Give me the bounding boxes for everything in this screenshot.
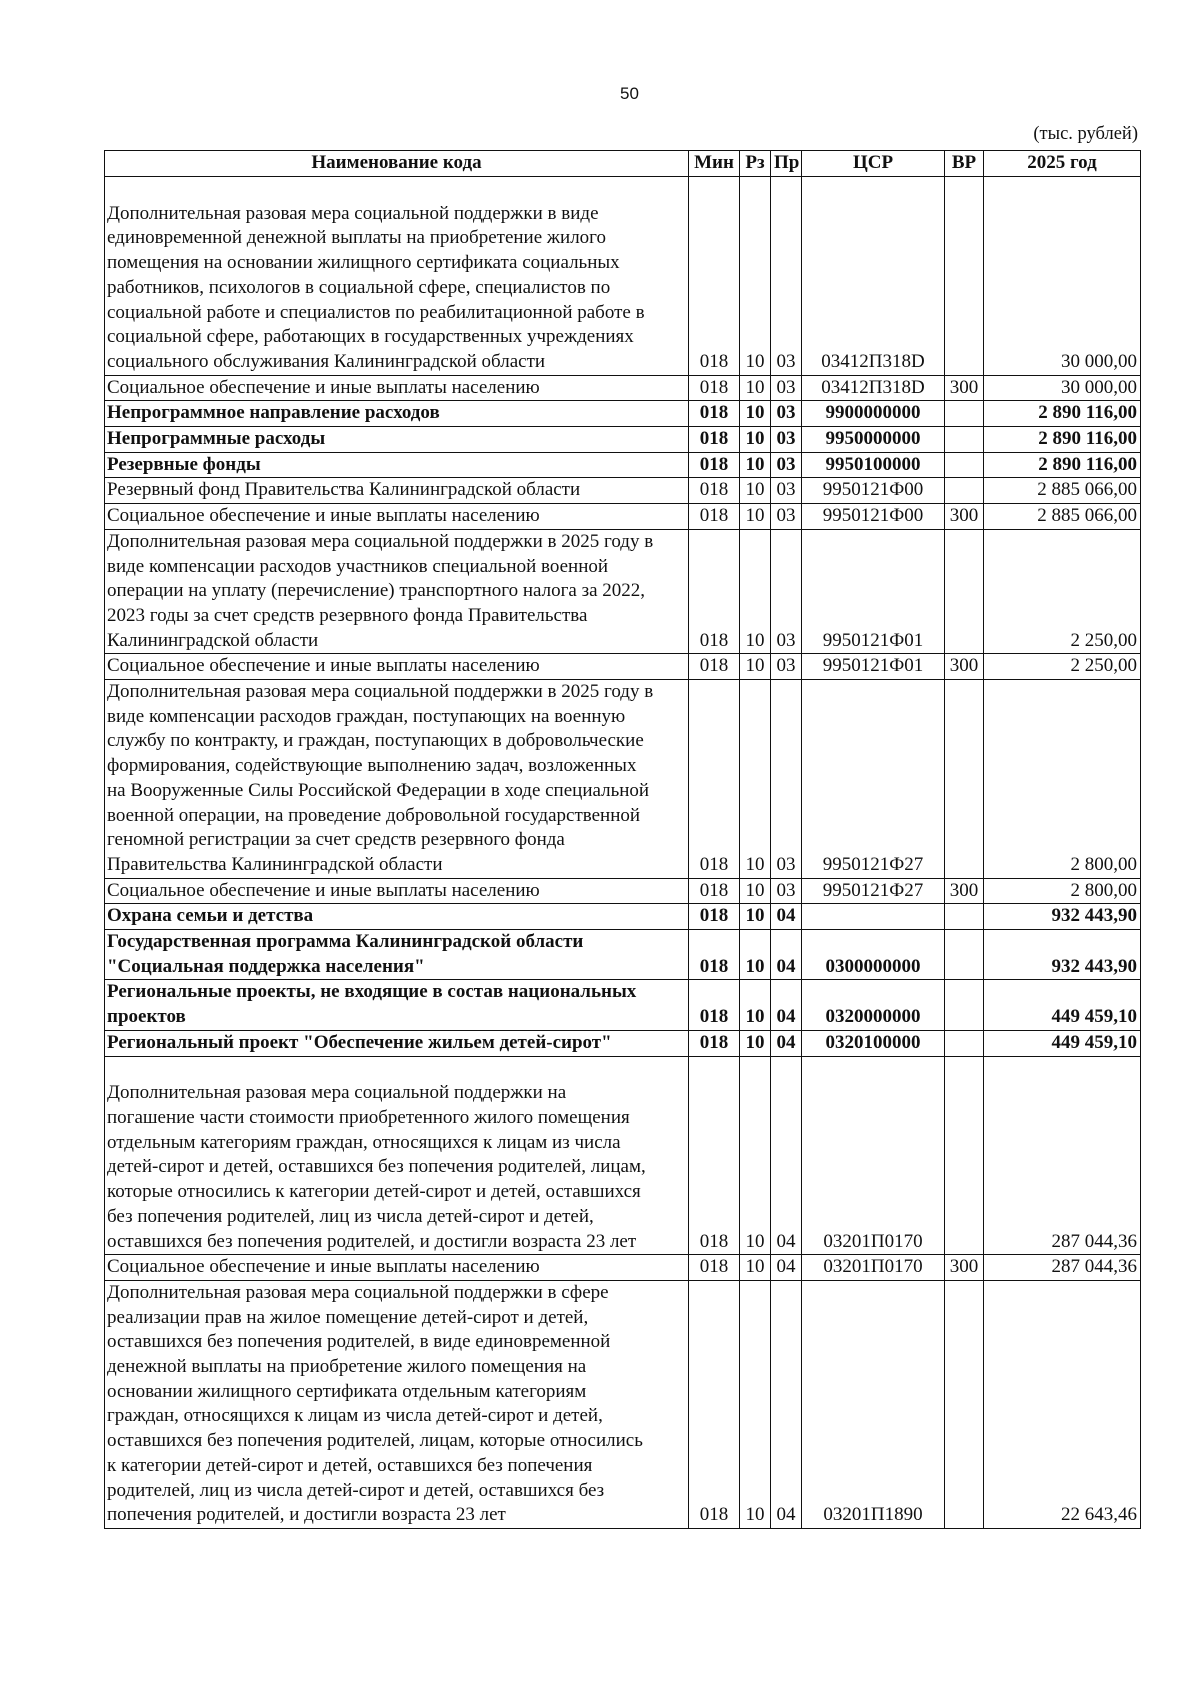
table-row: [105, 654, 1141, 680]
cell-name: Региональный проект "Обеспечение жильем детей-сирот": [105, 1030, 689, 1056]
cell-amount: 30 000,00: [984, 375, 1141, 401]
cell-min: 018: [689, 401, 740, 427]
cell-csr: 9950121Ф01: [802, 529, 945, 654]
cell-name: Резервные фонды: [105, 452, 689, 478]
cell-name: Социальное обеспечение и иные выплаты населению: [105, 878, 689, 904]
cell-rz: 10: [740, 930, 771, 980]
cell-min: 018: [689, 427, 740, 453]
cell-pr: 03: [771, 427, 802, 453]
table-row: [105, 529, 1141, 654]
cell-amount: 2 890 116,00: [984, 401, 1141, 427]
header-min: Мин: [689, 151, 740, 177]
header-csr: ЦСР: [802, 151, 945, 177]
cell-min: 018: [689, 1255, 740, 1281]
cell-csr: 03201П0170: [802, 1056, 945, 1255]
cell-amount: 287 044,36: [984, 1255, 1141, 1281]
cell-pr: 03: [771, 680, 802, 879]
cell-rz: 10: [740, 1255, 771, 1281]
table-row: [105, 930, 1141, 980]
cell-amount: 2 890 116,00: [984, 427, 1141, 453]
table-row: [105, 452, 1141, 478]
cell-rz: 10: [740, 1280, 771, 1528]
cell-rz: 10: [740, 375, 771, 401]
cell-vr: 300: [945, 654, 984, 680]
cell-rz: 10: [740, 680, 771, 879]
cell-amount: 449 459,10: [984, 1030, 1141, 1056]
cell-vr: [945, 478, 984, 504]
cell-rz: 10: [740, 427, 771, 453]
budget-table: [104, 150, 1141, 1529]
header-rz: Рз: [740, 151, 771, 177]
cell-vr: [945, 401, 984, 427]
cell-pr: 03: [771, 654, 802, 680]
cell-name: Региональные проекты, не входящие в состав национальных проектов: [105, 980, 689, 1030]
cell-min: 018: [689, 1280, 740, 1528]
cell-name: Непрограммное направление расходов: [105, 401, 689, 427]
cell-name: Дополнительная разовая мера социальной поддержки на погашение части стоимости приобретенного жилого помещения отдельным категориям граждан, относящихся к лицам из числа детей-сирот и детей, оставшихся без попечения родителей, лицам, которые относились к категории детей-сирот и детей, оставшихся без попечения родителей, лиц из числа детей-сирот и детей, оставшихся без попечения родителей, и достигли возраста 23 лет: [105, 1056, 689, 1255]
header-name: Наименование кода: [105, 151, 689, 177]
cell-pr: 03: [771, 478, 802, 504]
cell-csr: 03201П1890: [802, 1280, 945, 1528]
table-row: [105, 478, 1141, 504]
cell-rz: 10: [740, 529, 771, 654]
table-row: [105, 980, 1141, 1030]
page-number: 50: [620, 84, 639, 103]
table-row: [105, 904, 1141, 930]
cell-pr: 03: [771, 504, 802, 530]
cell-amount: 2 890 116,00: [984, 452, 1141, 478]
cell-csr: [802, 904, 945, 930]
cell-rz: 10: [740, 504, 771, 530]
cell-name: Социальное обеспечение и иные выплаты населению: [105, 1255, 689, 1281]
cell-pr: 03: [771, 375, 802, 401]
cell-csr: 0320100000: [802, 1030, 945, 1056]
cell-min: 018: [689, 878, 740, 904]
cell-min: 018: [689, 177, 740, 376]
table-row: [105, 504, 1141, 530]
cell-csr: 9950100000: [802, 452, 945, 478]
cell-vr: 300: [945, 375, 984, 401]
cell-csr: 9950121Ф00: [802, 478, 945, 504]
cell-min: 018: [689, 504, 740, 530]
table-row: [105, 375, 1141, 401]
table-row: [105, 177, 1141, 376]
cell-vr: [945, 427, 984, 453]
cell-min: 018: [689, 930, 740, 980]
cell-name: Резервный фонд Правительства Калининградской области: [105, 478, 689, 504]
cell-name: Социальное обеспечение и иные выплаты населению: [105, 375, 689, 401]
cell-vr: [945, 529, 984, 654]
cell-csr: 9950000000: [802, 427, 945, 453]
cell-csr: 0320000000: [802, 980, 945, 1030]
table-row: [105, 680, 1141, 879]
cell-name: Государственная программа Калининградской области "Социальная поддержка населения": [105, 930, 689, 980]
cell-pr: 04: [771, 1255, 802, 1281]
cell-amount: 449 459,10: [984, 980, 1141, 1030]
cell-name: Охрана семьи и детства: [105, 904, 689, 930]
table-row: [105, 401, 1141, 427]
cell-rz: 10: [740, 980, 771, 1030]
cell-rz: 10: [740, 904, 771, 930]
cell-pr: 03: [771, 529, 802, 654]
cell-name: Дополнительная разовая мера социальной поддержки в 2025 году в виде компенсации расходов участников специальной военной операции на уплату (перечисление) транспортного налога за 2022, 2023 годы за счет средств резервного фонда Правительства Калининградской области: [105, 529, 689, 654]
cell-amount: 2 800,00: [984, 680, 1141, 879]
cell-csr: 0300000000: [802, 930, 945, 980]
cell-pr: 04: [771, 930, 802, 980]
cell-min: 018: [689, 529, 740, 654]
cell-rz: 10: [740, 878, 771, 904]
cell-csr: 9950121Ф27: [802, 878, 945, 904]
cell-csr: 9950121Ф27: [802, 680, 945, 879]
cell-vr: [945, 980, 984, 1030]
cell-pr: 03: [771, 401, 802, 427]
cell-min: 018: [689, 1030, 740, 1056]
cell-vr: [945, 452, 984, 478]
cell-min: 018: [689, 478, 740, 504]
cell-amount: 22 643,46: [984, 1280, 1141, 1528]
units-label: (тыс. рублей): [1033, 124, 1138, 144]
cell-rz: 10: [740, 1056, 771, 1255]
cell-amount: 2 885 066,00: [984, 504, 1141, 530]
cell-rz: 10: [740, 478, 771, 504]
cell-vr: [945, 930, 984, 980]
cell-pr: 04: [771, 1030, 802, 1056]
cell-csr: 03412П318D: [802, 177, 945, 376]
cell-csr: 03412П318D: [802, 375, 945, 401]
cell-vr: 300: [945, 878, 984, 904]
cell-csr: 9900000000: [802, 401, 945, 427]
cell-pr: 03: [771, 878, 802, 904]
cell-rz: 10: [740, 401, 771, 427]
table-row: [105, 1280, 1141, 1528]
cell-csr: 9950121Ф01: [802, 654, 945, 680]
cell-amount: 30 000,00: [984, 177, 1141, 376]
cell-amount: 2 250,00: [984, 529, 1141, 654]
cell-vr: [945, 1056, 984, 1255]
cell-min: 018: [689, 980, 740, 1030]
table-row: [105, 878, 1141, 904]
cell-csr: 9950121Ф00: [802, 504, 945, 530]
cell-vr: [945, 680, 984, 879]
cell-rz: 10: [740, 1030, 771, 1056]
cell-name: Социальное обеспечение и иные выплаты населению: [105, 654, 689, 680]
header-pr: Пр: [771, 151, 802, 177]
cell-amount: 2 885 066,00: [984, 478, 1141, 504]
cell-pr: 03: [771, 452, 802, 478]
cell-rz: 10: [740, 654, 771, 680]
cell-name: Дополнительная разовая мера социальной поддержки в 2025 году в виде компенсации расходов граждан, поступающих на военную службу по контракту, и граждан, поступающих в добровольческие формирования, содействующие выполнению задач, возложенных на Вооруженные Силы Российской Федерации в ходе специальной военной операции, на проведение добровольной государственной геномной регистрации за счет средств резервного фонда Правительства Калининградской области: [105, 680, 689, 879]
table-row: [105, 1030, 1141, 1056]
cell-name: Дополнительная разовая мера социальной поддержки в виде единовременной денежной выплаты на приобретение жилого помещения на основании жилищного сертификата социальных работников, психологов в социальной сфере, специалистов по социальной работе и специалистов по реабилитационной работе в социальной сфере, работающих в государственных учреждениях социального обслуживания Калининградской области: [105, 177, 689, 376]
cell-amount: 2 250,00: [984, 654, 1141, 680]
cell-rz: 10: [740, 452, 771, 478]
cell-amount: 287 044,36: [984, 1056, 1141, 1255]
cell-vr: [945, 904, 984, 930]
table-row: [105, 427, 1141, 453]
cell-min: 018: [689, 680, 740, 879]
cell-vr: [945, 177, 984, 376]
cell-min: 018: [689, 654, 740, 680]
cell-min: 018: [689, 904, 740, 930]
table-header-row: [105, 151, 1141, 177]
cell-amount: 932 443,90: [984, 904, 1141, 930]
cell-pr: 03: [771, 177, 802, 376]
cell-min: 018: [689, 452, 740, 478]
cell-vr: [945, 1030, 984, 1056]
cell-pr: 04: [771, 980, 802, 1030]
cell-vr: 300: [945, 1255, 984, 1281]
cell-csr: 03201П0170: [802, 1255, 945, 1281]
cell-name: Социальное обеспечение и иные выплаты населению: [105, 504, 689, 530]
cell-name: Дополнительная разовая мера социальной поддержки в сфере реализации прав на жилое помещение детей-сирот и детей, оставшихся без попечения родителей, в виде единовременной денежной выплаты на приобретение жилого помещения на основании жилищного сертификата отдельным категориям граждан, относящихся к лицам из числа детей-сирот и детей, оставшихся без попечения родителей, лицам, которые относились к категории детей-сирот и детей, оставшихся без попечения родителей, лиц из числа детей-сирот и детей, оставшихся без попечения родителей, и достигли возраста 23 лет: [105, 1280, 689, 1528]
header-year: 2025 год: [984, 151, 1141, 177]
cell-vr: 300: [945, 504, 984, 530]
table-row: [105, 1056, 1141, 1255]
cell-min: 018: [689, 1056, 740, 1255]
cell-rz: 10: [740, 177, 771, 376]
cell-pr: 04: [771, 1280, 802, 1528]
cell-vr: [945, 1280, 984, 1528]
cell-pr: 04: [771, 904, 802, 930]
cell-amount: 932 443,90: [984, 930, 1141, 980]
cell-pr: 04: [771, 1056, 802, 1255]
table-row: [105, 1255, 1141, 1281]
cell-amount: 2 800,00: [984, 878, 1141, 904]
cell-min: 018: [689, 375, 740, 401]
header-vr: ВР: [945, 151, 984, 177]
cell-name: Непрограммные расходы: [105, 427, 689, 453]
